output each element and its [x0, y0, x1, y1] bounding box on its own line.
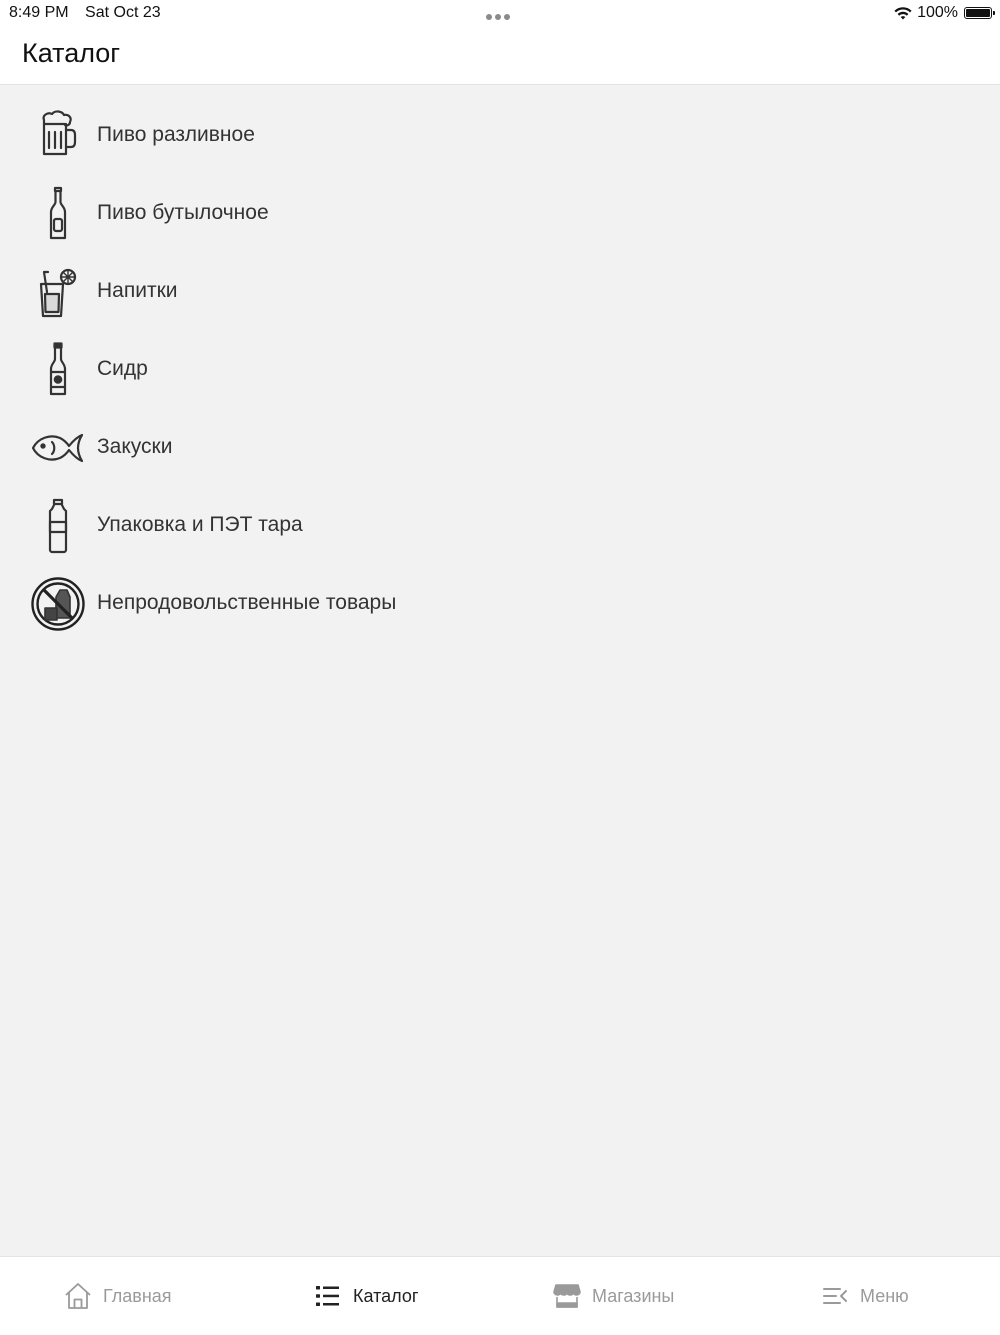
beer-bottle-icon: [30, 186, 86, 242]
tab-label: Меню: [860, 1285, 909, 1306]
multitasking-dots-icon[interactable]: [486, 7, 513, 25]
tab-stores[interactable]: [552, 1257, 674, 1335]
menu-icon: [820, 1281, 850, 1311]
catalog-item-bottled-beer[interactable]: [0, 175, 1000, 253]
list-icon: [313, 1281, 343, 1311]
status-date: Sat Oct 23: [85, 4, 161, 21]
status-left: [9, 4, 173, 22]
catalog-item-non-food[interactable]: [0, 565, 1000, 643]
header: [0, 28, 1000, 85]
catalog-item-label: Сидр: [97, 357, 148, 380]
catalog-item-label: Непродовольственные товары: [97, 591, 397, 614]
home-icon: [63, 1281, 93, 1311]
beer-mug-icon: [30, 108, 86, 164]
non-food-icon: [30, 576, 86, 632]
tab-bar: [0, 1256, 1000, 1335]
catalog-item-packaging[interactable]: [0, 487, 1000, 565]
battery-icon: [964, 7, 992, 19]
battery-percent: 100%: [917, 4, 958, 21]
catalog-item-label: Закуски: [97, 435, 173, 458]
pet-bottle-icon: [30, 498, 86, 554]
catalog-item-label: Напитки: [97, 279, 178, 302]
catalog-item-label: Упаковка и ПЭТ тара: [97, 513, 303, 536]
fish-icon: [30, 420, 86, 476]
status-right: [893, 4, 992, 22]
catalog-list: [0, 97, 1000, 643]
catalog-item-snacks[interactable]: [0, 409, 1000, 487]
status-bar: [0, 0, 1000, 28]
catalog-item-draft-beer[interactable]: [0, 97, 1000, 175]
cider-bottle-icon: [30, 342, 86, 398]
tab-menu[interactable]: [820, 1257, 909, 1335]
drink-glass-icon: [30, 264, 86, 320]
wifi-icon: [893, 5, 913, 21]
tab-label: Магазины: [592, 1285, 675, 1306]
tab-catalog[interactable]: [313, 1257, 418, 1335]
catalog-item-drinks[interactable]: [0, 253, 1000, 331]
catalog-item-label: Пиво бутылочное: [97, 201, 269, 224]
catalog-item-cider[interactable]: [0, 331, 1000, 409]
tab-home[interactable]: [63, 1257, 172, 1335]
tab-label: Каталог: [353, 1285, 419, 1306]
status-time: 8:49 PM: [9, 4, 69, 21]
page-title: Каталог: [22, 38, 121, 68]
catalog-item-label: Пиво разливное: [97, 123, 255, 146]
store-icon: [552, 1281, 582, 1311]
tab-label: Главная: [103, 1285, 172, 1306]
